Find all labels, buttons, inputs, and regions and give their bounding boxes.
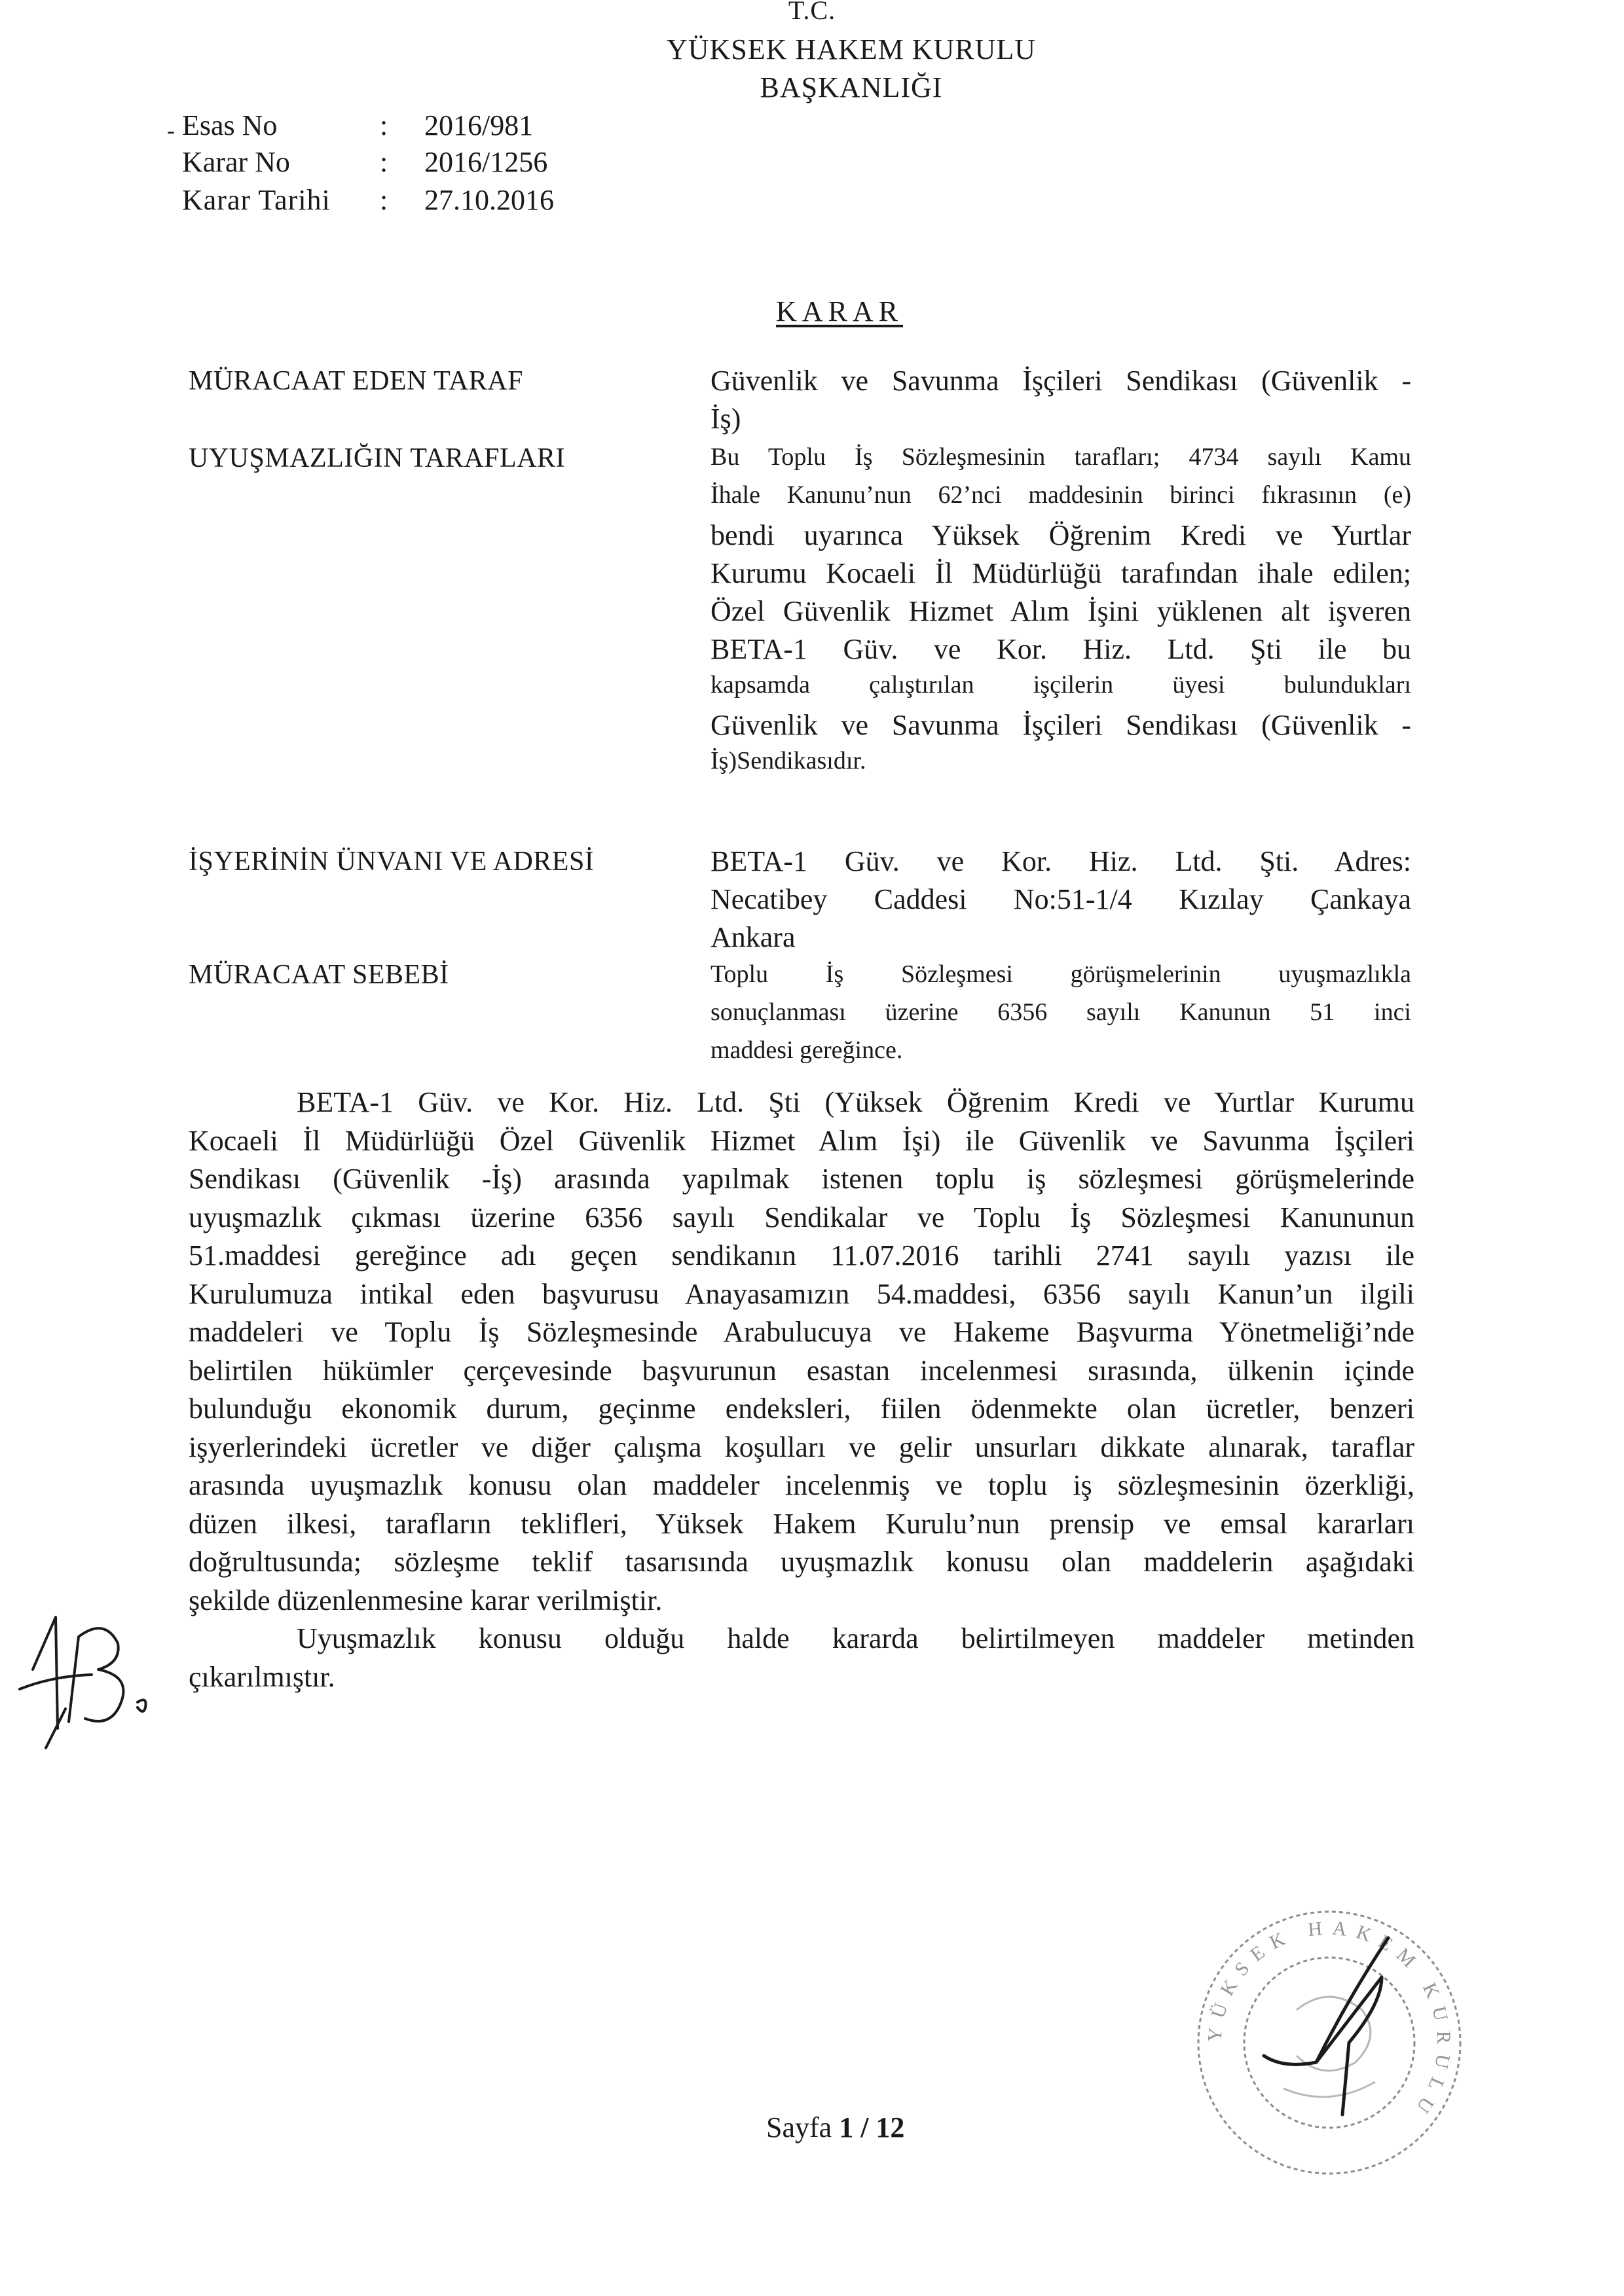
reason-line: sonuçlanması üzerine 6356 sayılı Kanunun 51 inci — [710, 998, 1411, 1026]
parties-text — [710, 443, 1411, 784]
parties-line: Güvenlik ve Savunma İşçileri Sendikası (Güvenlik - — [710, 709, 1411, 741]
applicant-label: MÜRACAAT EDEN TARAF — [189, 366, 523, 396]
parties-line: kapsamda çalıştırılan işçilerin üyesi bulundukları — [710, 671, 1411, 699]
parties-line: bendi uyarınca Yüksek Öğrenim Kredi ve Yurtlar — [710, 519, 1411, 551]
seal-text: YÜKSEK HAKEM KURULU — [1204, 1917, 1455, 2125]
body-line: şekilde düzenlenmesine karar verilmiştir. — [189, 1584, 663, 1616]
karar-tarihi-label: Karar Tarihi — [182, 184, 331, 216]
body-line: Kocaeli İl Müdürlüğü Özel Güvenlik Hizmet Alım İşi) ile Güvenlik ve Savunma İşçileri — [189, 1124, 1414, 1157]
karar-no-label: Karar No — [182, 146, 290, 178]
parties-line: Bu Toplu İş Sözleşmesinin tarafları; 4734 sayılı Kamu — [710, 443, 1411, 471]
body-line: bulunduğu ekonomik durum, geçinme endeksleri, fiilen ödenmekte olan ücretler, benzeri — [189, 1393, 1414, 1425]
body-line: belirtilen hükümler çerçevesinde başvurunun esastan incelenmesi sırasında, ülkenin içinde — [189, 1354, 1414, 1387]
body-line: işyerlerindeki ücretler ve diğer çalışma koşulları ve gelir unsurları dikkate alınarak, taraflar — [189, 1430, 1414, 1463]
workplace-line: BETA-1 Güv. ve Kor. Hiz. Ltd. Şti. Adres: — [710, 845, 1411, 877]
parties-label: UYUŞMAZLIĞIN TARAFLARI — [189, 443, 566, 473]
parties-line: İş)Sendikasıdır. — [710, 747, 866, 774]
page-separator: / — [860, 2111, 869, 2143]
applicant-line: Güvenlik ve Savunma İşçileri Sendikası (Güvenlik - — [710, 365, 1411, 397]
official-seal — [1185, 1899, 1473, 2187]
reason-line: Toplu İş Sözleşmesi görüşmelerinin uyuşmazlıkla — [710, 960, 1411, 988]
karar-tarihi-value: 27.10.2016 — [424, 184, 554, 216]
esas-no-value: 2016/981 — [424, 109, 534, 141]
workplace-line: Ankara — [710, 921, 796, 953]
applicant-line: İş) — [710, 403, 741, 435]
parties-line: Kurumu Kocaeli İl Müdürlüğü tarafından ihale edilen; — [710, 557, 1411, 589]
parties-line: Özel Güvenlik Hizmet Alım İşini yüklenen alt işveren — [710, 595, 1411, 627]
workplace-line: Necatibey Caddesi No:51-1/4 Kızılay Çankaya — [710, 883, 1411, 915]
karar-no-value: 2016/1256 — [424, 146, 548, 178]
svg-text:YÜKSEK HAKEM KURULU — [1204, 1917, 1454, 2124]
header-institution: YÜKSEK HAKEM KURULU — [666, 33, 1037, 65]
body-line: maddeleri ve Toplu İş Sözleşmesinde Arabulucuya ve Hakeme Başvurma Yönetmeliği’nde — [189, 1316, 1414, 1348]
body-line: çıkarılmıştır. — [189, 1660, 335, 1693]
body-line: düzen ilkesi, tarafların teklifleri, Yüksek Hakem Kurulu’nun prensip ve emsal kararları — [189, 1507, 1414, 1540]
page-number — [766, 2111, 904, 2144]
decision-title: KARAR — [776, 295, 904, 327]
workplace-text — [710, 845, 1411, 958]
reason-label: MÜRACAAT SEBEBİ — [189, 960, 449, 990]
body-line: doğrultusunda; sözleşme teklif tasarısında uyuşmazlık konusu olan maddelerin aşağıdaki — [189, 1546, 1414, 1578]
body-line: 51.maddesi gereğince adı geçen sendikanın 11.07.2016 tarihli 2741 sayılı yazısı ile — [189, 1239, 1414, 1271]
reason-line: maddesi gereğince. — [710, 1036, 903, 1064]
page-prefix: Sayfa — [766, 2111, 832, 2143]
esas-no-label: Esas No — [182, 109, 278, 141]
body-line: Sendikası (Güvenlik -İş) arasında yapılmak istenen toplu iş sözleşmesi görüşmelerinde — [189, 1163, 1414, 1195]
reason-text — [710, 960, 1411, 1074]
karar-no-colon: : — [380, 146, 388, 178]
applicant-text — [710, 364, 1411, 440]
body-line: Uyuşmazlık konusu olduğu halde kararda belirtilmeyen maddeler metinden — [297, 1622, 1414, 1654]
handwritten-initials — [7, 1597, 170, 1755]
body-line: Kurulumuza intikal eden başvurusu Anayasamızın 54.maddesi, 6356 sayılı Kanun’un ilgili — [189, 1277, 1414, 1310]
body-line: BETA-1 Güv. ve Kor. Hiz. Ltd. Şti (Yüksek Öğrenim Kredi ve Yurtlar Kurumu — [297, 1086, 1414, 1118]
meta-dash: - — [167, 117, 175, 143]
decision-body — [189, 1084, 1414, 1696]
header-presidency: BAŞKANLIĞI — [760, 71, 943, 103]
header-tc: T.C. — [788, 0, 836, 25]
karar-tarihi-colon: : — [380, 184, 388, 216]
parties-line: BETA-1 Güv. ve Kor. Hiz. Ltd. Şti ile bu — [710, 633, 1411, 665]
page-total: 12 — [876, 2111, 905, 2143]
parties-line: İhale Kanunu’nun 62’nci maddesinin birinci fıkrasının (e) — [710, 481, 1411, 509]
body-line: uyuşmazlık çıkması üzerine 6356 sayılı Sendikalar ve Toplu İş Sözleşmesi Kanununun — [189, 1201, 1414, 1233]
esas-no-colon: : — [380, 109, 388, 141]
body-line: arasında uyuşmazlık konusu olan maddeler incelenmiş ve toplu iş sözleşmesinin özerkliği, — [189, 1469, 1414, 1501]
page-current: 1 — [839, 2111, 854, 2143]
workplace-label: İŞYERİNİN ÜNVANI VE ADRESİ — [189, 847, 595, 877]
